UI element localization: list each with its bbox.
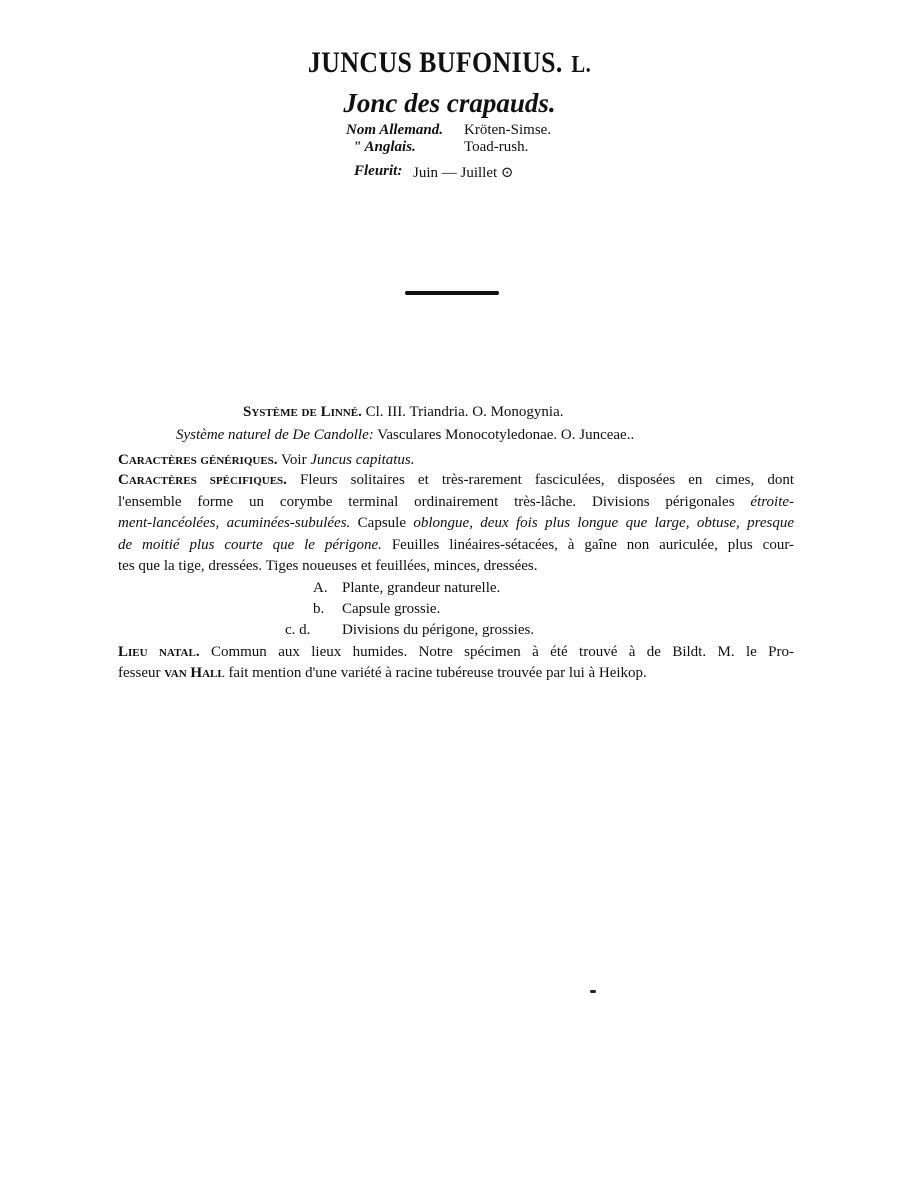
candolle-value: Vasculares Monocotyledonae. O. Junceae.. (377, 427, 635, 443)
title-text: JUNCUS BUFONIUS. (307, 46, 563, 79)
generic-label: Caractères génériques. (118, 452, 278, 468)
page-subtitle: Jonc des crapauds. (343, 88, 556, 118)
scan-speck (590, 980, 596, 998)
ornament-divider (405, 291, 499, 295)
flowering-value: Juin — Juillet ⊙ (413, 165, 514, 181)
specific-line-2: l'ensemble forme un corymbe terminal ordinairement très-lâche. Divisions périgonales étroite- (118, 494, 795, 510)
habitat-line-2: fesseur van Hall fait mention d'une variété à racine tubéreuse trouvée par lui à Heikop. (118, 665, 647, 681)
habitat-line-1: Lieu natal. Commun aux lieux humides. Notre spécimen à été trouvé à de Bildt. M. le Pro- (118, 644, 794, 660)
linne-value: Cl. III. Triandria. O. Monogynia. (365, 404, 564, 420)
figure-key-b: b. (313, 601, 325, 617)
page-title (63, 46, 836, 80)
figure-desc-b: Capsule grossie. (342, 601, 441, 617)
habitat-label: Lieu natal. (118, 644, 200, 660)
specific-line-3: ment-lancéolées, acuminées-subulées. Capsule oblongue, deux fois plus longue que large, obtuse, presque (118, 515, 795, 531)
linne-label: Système de Linné. (243, 404, 362, 420)
figure-key-a: A. (313, 580, 328, 596)
title-authority: L. (571, 52, 592, 78)
person-name: van Hall (164, 665, 225, 681)
generic-ref: Juncus capitatus. (310, 452, 415, 468)
generic-text: Voir (281, 452, 307, 468)
english-name-value: Toad-rush. (464, 139, 529, 155)
specific-line-4: de moitié plus courte que le périgone. Feuilles linéaires-sétacées, à gaîne non auriculée, plus cour- (118, 537, 795, 553)
candolle-label: Système naturel de De Candolle: (176, 427, 374, 443)
specific-line-5: tes que la tige, dressées. Tiges noueuses et feuillées, minces, dressées. (118, 558, 538, 574)
figure-key-cd: c. d. (285, 622, 311, 638)
specific-line-1: Caractères spécifiques. Fleurs solitaires et très-rarement fasciculées, disposées en cimes, dont (118, 472, 794, 488)
linne-system (243, 404, 564, 421)
candolle-system (176, 427, 634, 444)
figure-desc-cd: Divisions du périgone, grossies. (342, 622, 535, 638)
specific-label: Caractères spécifiques. (118, 472, 287, 488)
generic-characters (118, 452, 415, 469)
flowering-label: Fleurit: (354, 163, 403, 179)
german-name-value: Kröten-Simse. (464, 122, 552, 138)
english-name-label: " Anglais. (353, 139, 416, 155)
german-name-label: Nom Allemand. (346, 122, 443, 138)
figure-desc-a: Plante, grandeur naturelle. (342, 580, 501, 596)
